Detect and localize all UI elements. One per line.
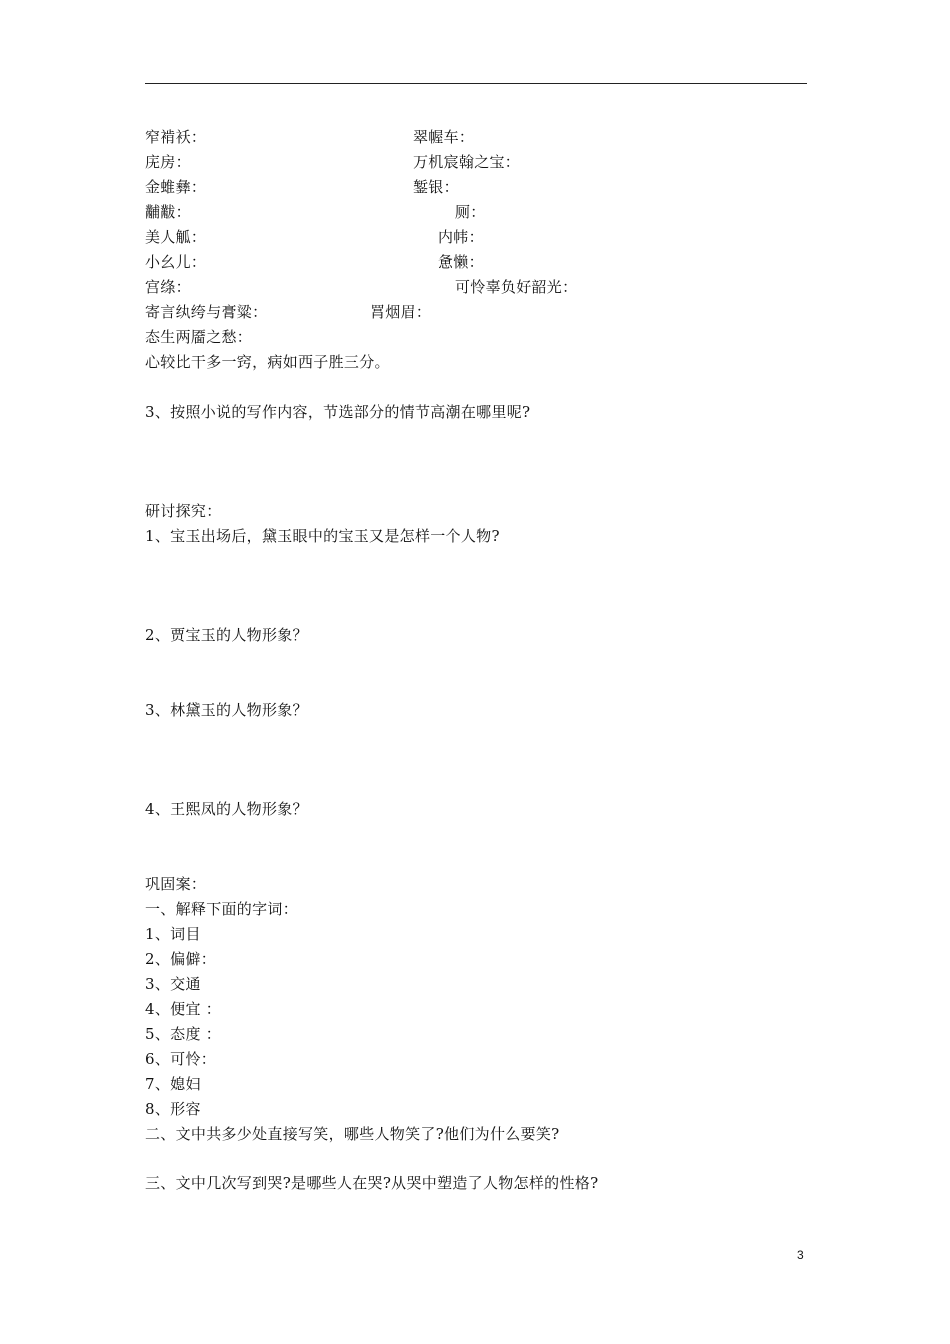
header-rule xyxy=(145,83,807,84)
vocab-left-7: 宫绦： xyxy=(145,278,191,296)
gonggu-part1-title: 一、解释下面的字词： xyxy=(145,900,299,918)
word-item-1: 1、词目 xyxy=(145,925,201,943)
vocab-left-1: 窄褃袄： xyxy=(145,128,207,146)
vocab-right-1: 翠幄车： xyxy=(413,128,475,146)
vocab-left-4: 黼黻： xyxy=(145,203,191,221)
vocab-right-8: 罥烟眉： xyxy=(370,303,432,321)
vocab-right-3: 錾银： xyxy=(413,178,459,196)
word-item-8: 8、形容 xyxy=(145,1100,201,1118)
vocab-left-2: 庑房： xyxy=(145,153,191,171)
word-item-5: 5、态度 ： xyxy=(145,1025,222,1043)
word-item-7: 7、媳妇 xyxy=(145,1075,201,1093)
gonggu-part3: 三、文中几次写到哭?是哪些人在哭?从哭中塑造了人物怎样的性格? xyxy=(145,1174,599,1192)
vocab-left-6: 小幺儿： xyxy=(145,253,207,271)
vocab-line-b: 心较比干多一窍，病如西子胜三分。 xyxy=(145,353,390,371)
word-item-3: 3、交通 xyxy=(145,975,201,993)
question-3: 3、按照小说的写作内容，节选部分的情节高潮在哪里呢? xyxy=(145,403,531,421)
yantao-item-4: 4、王熙凤的人物形象？ xyxy=(145,800,308,818)
word-item-2: 2、偏僻： xyxy=(145,950,217,968)
vocab-right-7: 可怜辜负好韶光： xyxy=(455,278,578,296)
vocab-right-2: 万机宸翰之宝： xyxy=(413,153,521,171)
vocab-right-5: 内帏： xyxy=(438,228,484,246)
word-item-4: 4、便宜 ： xyxy=(145,1000,222,1018)
vocab-left-8: 寄言纨绔与膏粱： xyxy=(145,303,268,321)
word-item-6: 6、可怜： xyxy=(145,1050,217,1068)
gonggu-heading: 巩固案： xyxy=(145,875,207,893)
page-number: 3 xyxy=(797,1248,804,1262)
vocab-left-3: 金蜼彝： xyxy=(145,178,207,196)
yantao-heading: 研讨探究： xyxy=(145,502,222,520)
yantao-item-1: 1、宝玉出场后，黛玉眼中的宝玉又是怎样一个人物? xyxy=(145,527,500,545)
gonggu-part2: 二、文中共多少处直接写笑，哪些人物笑了?他们为什么要笑? xyxy=(145,1125,560,1143)
vocab-right-4: 厕： xyxy=(455,203,486,221)
yantao-item-2: 2、贾宝玉的人物形象？ xyxy=(145,626,308,644)
vocab-line-a: 态生两靥之愁： xyxy=(145,328,253,346)
vocab-left-5: 美人觚： xyxy=(145,228,207,246)
yantao-item-3: 3、林黛玉的人物形象？ xyxy=(145,701,308,719)
vocab-right-6: 惫懒： xyxy=(438,253,484,271)
